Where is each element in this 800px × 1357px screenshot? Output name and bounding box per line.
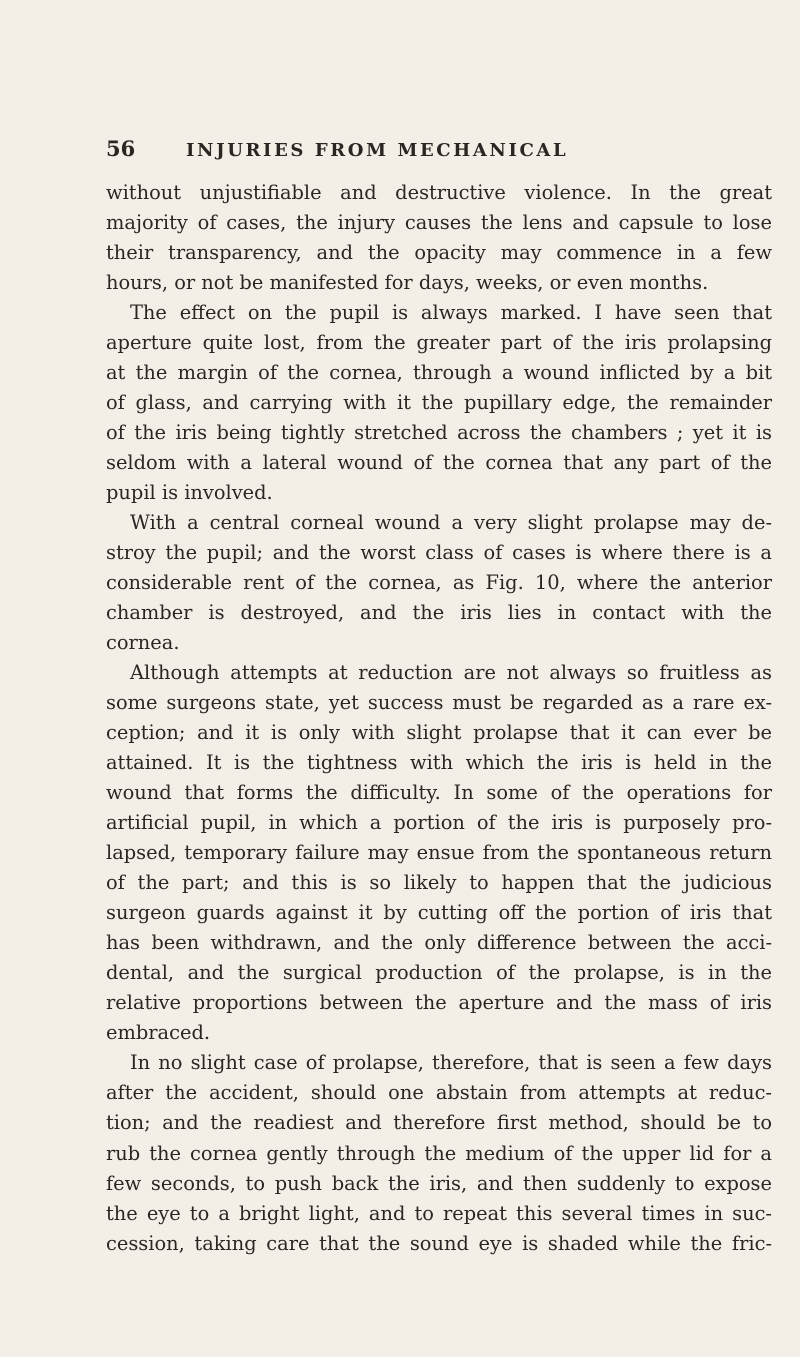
text-line: after the accident, should one abstain from attempts at reduc- [106,1081,772,1105]
text-line: chamber is destroyed, and the iris lies in contact with the [106,601,772,625]
page-number: 56 [106,136,136,161]
text-line: of the part; and this is so likely to happen that the judicious [106,871,772,895]
page-header [106,136,770,170]
text-line: has been withdrawn, and the only difference between the acci- [106,931,772,955]
text-line: ception; and it is only with slight prolapse that it can ever be [106,721,772,745]
text-line: of the iris being tightly stretched across the chambers ; yet it is [106,421,772,445]
text-line: cession, taking care that the sound eye is shaded while the fric- [106,1231,772,1255]
text-line: at the margin of the cornea, through a wound inflicted by a bit [106,361,772,385]
text-line: stroy the pupil; and the worst class of cases is where there is a [106,541,772,565]
text-line: lapsed, temporary failure may ensue from the spontaneous return [106,841,772,865]
text-line: artificial pupil, in which a portion of the iris is purposely pro- [106,811,772,835]
text-line: tion; and the readiest and therefore first method, should be to [106,1111,772,1135]
body-text [106,178,772,1259]
text-line: In no slight case of prolapse, therefore, that is seen a few days [130,1051,772,1075]
text-line: few seconds, to push back the iris, and then suddenly to expose [106,1171,772,1195]
text-line: seldom with a lateral wound of the cornea that any part of the [106,451,772,475]
text-line: dental, and the surgical production of the prolapse, is in the [106,961,772,985]
text-line: embraced. [106,1021,211,1045]
text-line: their transparency, and the opacity may commence in a few [106,241,772,265]
text-line: cornea. [106,631,180,655]
text-line: pupil is involved. [106,481,273,505]
text-line: without unjustifiable and destructive violence. In the great [106,181,772,204]
text-line: the eye to a bright light, and to repeat this several times in suc- [106,1201,772,1225]
text-line: attained. It is the tightness with which the iris is held in the [106,751,772,775]
text-line: hours, or not be manifested for days, weeks, or even months. [106,271,709,295]
text-line: wound that forms the difficulty. In some of the operations for [106,781,772,805]
text-line: considerable rent of the cornea, as Fig. 10, where the anterior [106,571,772,595]
text-line: With a central corneal wound a very slight prolapse may de- [130,511,772,535]
text-line: relative proportions between the aperture and the mass of iris [106,991,772,1015]
text-line: The effect on the pupil is always marked. I have seen that [130,301,772,325]
text-line: majority of cases, the injury causes the lens and capsule to lose [106,211,772,235]
text-line: rub the cornea gently through the medium of the upper lid for a [106,1141,772,1165]
text-line: aperture quite lost, from the greater part of the iris prolapsing [106,331,772,355]
text-line: some surgeons state, yet success must be regarded as a rare ex- [106,691,772,715]
text-line: surgeon guards against it by cutting off the portion of iris that [106,901,772,925]
text-line: Although attempts at reduction are not always so fruitless as [130,661,772,685]
running-title: INJURIES FROM MECHANICAL [186,140,569,161]
text-line: of glass, and carrying with it the pupillary edge, the remainder [106,391,772,415]
